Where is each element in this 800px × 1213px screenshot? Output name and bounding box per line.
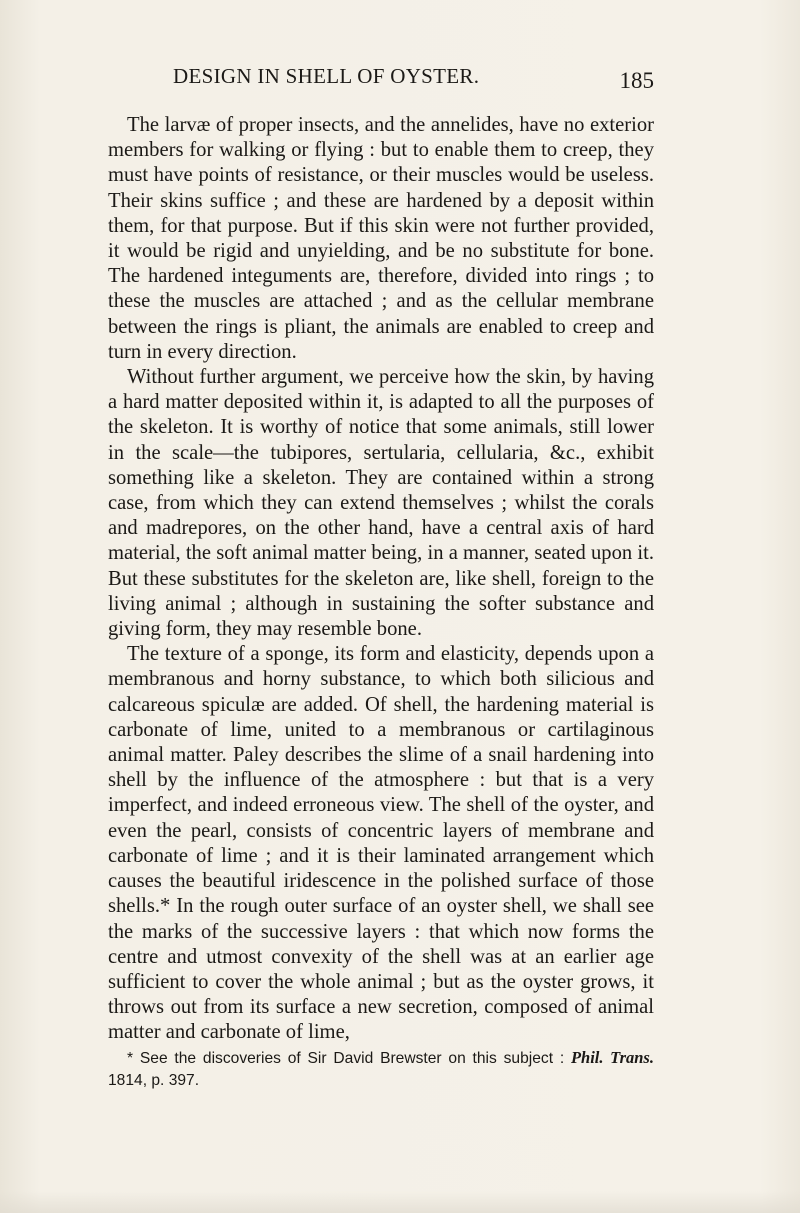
paragraph-larvae: The larvæ of proper insects, and the annelides, have no exterior members for walking or flying : but to enable them to creep, they must have points of resistance, or their muscles would be useless. Their skins suffice ; and these are hardened by a deposit within them, for that purpose. But if this skin were not further provided, it would be rigid and unyielding, and be no substitute for bone. The hardened integuments are, therefore, divided into rings ; to these the muscles are attached ; and as the cellular membrane between the rings is pliant, the animals are enabled to creep and turn in every direction.	[108, 114, 654, 363]
footnote-text	[108, 1047, 654, 1092]
paragraph-sponge-shell: The texture of a sponge, its form and elasticity, depends upon a membranous and horny substance, to which both silicious and calcareous spiculæ are added. Of shell, the hardening material is carbonate of lime, united to a membranous or cartilaginous animal matter. Paley describes the slime of a snail hardening into shell by the influence of the atmosphere : but that is a very imperfect, and indeed erroneous view. The shell of the oyster, and even the pearl, consists of concentric layers of membrane and carbonate of lime ; and it is their laminated arrangement which causes the beautiful iridescence in the polished surface of those shells.* In the rough outer surface of an oyster shell, we shall see the marks of the successive layers : that which now forms the centre and utmost convexity of the shell was at an earlier age sufficient to cover the whole animal ; but as the oyster grows, it throws out from its surface a new secretion, composed of animal matter and carbonate of lime,	[108, 643, 654, 1044]
page-number: 185	[619, 68, 654, 93]
footnote-citation: Phil. Trans.	[570, 1048, 654, 1067]
page-bottom-edge	[0, 1191, 800, 1213]
footnote	[108, 1047, 654, 1092]
running-title: DESIGN IN SHELL OF OYSTER.	[173, 64, 480, 88]
page-header	[108, 64, 654, 98]
paragraph-skeleton: Without further argument, we perceive how the skin, by having a hard matter deposited within it, is adapted to all the purposes of the skeleton. It is worthy of notice that some animals, still lower in the scale—the tubipores, sertularia, cellularia, &c., exhibit something like a skeleton. They are contained within a strong case, from which they can extend themselves ; whilst the corals and madrepores, on the other hand, have a central axis of hard material, the soft animal matter being, in a manner, seated upon it. But these substitutes for the skeleton are, like shell, foreign to the living animal ; although in sustaining the softer substance and giving form, they may resemble bone.	[108, 366, 654, 641]
footnote-reference: 1814, p. 397.	[108, 1072, 200, 1089]
body-text	[108, 113, 654, 1046]
footnote-body: * See the discoveries of Sir David Brewster on this subject :	[127, 1050, 571, 1067]
